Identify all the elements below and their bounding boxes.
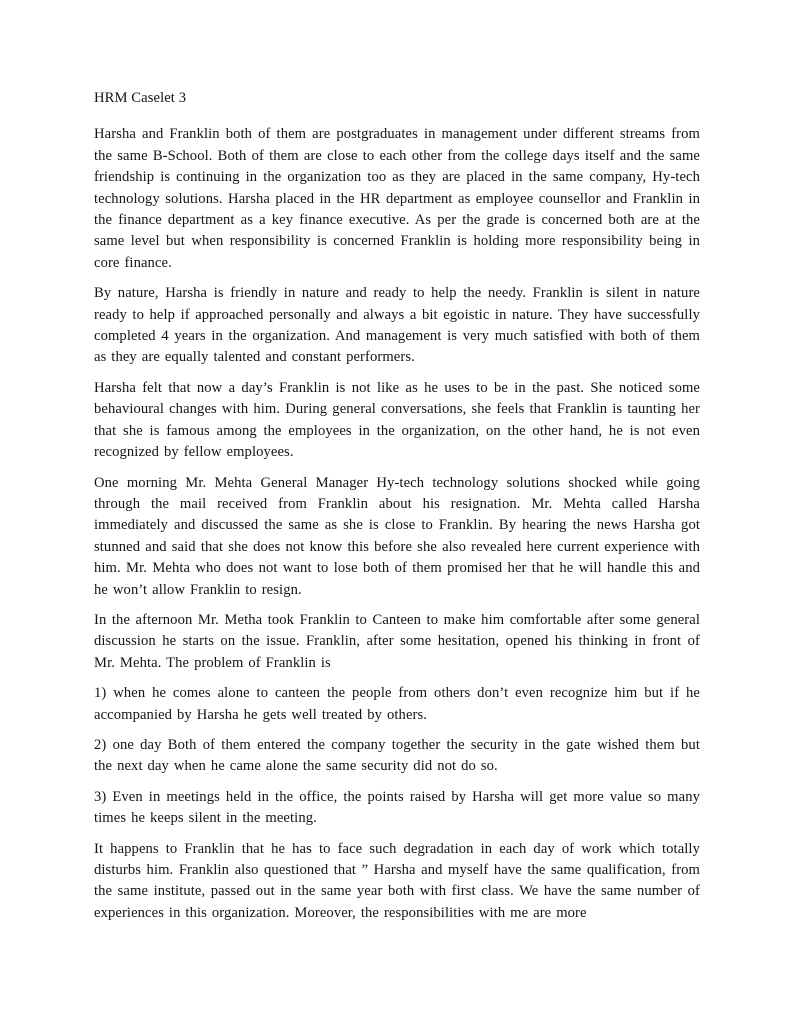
paragraph-3: Harsha felt that now a day’s Franklin is not like as he uses to be in the past. She noticed some behavioural changes with him. During general conversations, she feels that Franklin is taunting her that she is famous among the employees in the organization, on the other hand, he is not even recognized by fellow employees. [94,379,700,461]
document-title: HRM Caselet 3 [94,90,187,106]
paragraph-list-item-1: 1) when he comes alone to canteen the people from others don’t even recognize him but if he accompanied by Harsha he gets well treated by others. [94,685,700,723]
paragraph-2: By nature, Harsha is friendly in nature and ready to help the needy. Franklin is silent in nature ready to help if approached personally and always a bit egoistic in nature. They have successfully completed 4 years in the organization. And management is very much satisfied with both of them as they are equally talented and constant performers. [94,285,700,366]
paragraph-6: It happens to Franklin that he has to face such degradation in each day of work which totally disturbs him. Franklin also questioned that ” Harsha and myself have the same qualification, from the same institute, passed out in the same year both with first class. We have the same number of experiences in this organization. Moreover, the responsibilities with me are more [94,840,700,921]
paragraph-list-item-3: 3) Even in meetings held in the office, the points raised by Harsha will get more value so many times he keeps silent in the meeting. [94,788,700,827]
paragraph-1: Harsha and Franklin both of them are postgraduates in management under different streams from the same B-School. Both of them are close to each other from the college days itself and the same friendship is continuing in the organization too as they are placed in the same company, Hy-tech technology solutions. Harsha placed in the HR department as employee counsellor and Franklin in the finance department as a key finance executive. As per the grade is concerned both are at the same level but when responsibility is concerned Franklin is holding more responsibility being in core finance. [94,126,700,271]
paragraph-4: One morning Mr. Mehta General Manager Hy-tech technology solutions shocked while going through the mail received from Franklin about his resignation. Mr. Mehta called Harsha immediately and discussed the same as she is close to Franklin. By hearing the news Harsha got stunned and said that she does not know this before she also revealed here current experience with him. Mr. Mehta who does not want to lose both of them promised her that he will handle this and he won’t allow Franklin to resign. [94,474,700,598]
paragraph-5: In the afternoon Mr. Metha took Franklin to Canteen to make him comfortable after some general discussion he starts on the issue. Franklin, after some hesitation, opened his thinking in front of Mr. Mehta. The problem of Franklin is [94,611,700,671]
paragraph-list-item-2: 2) one day Both of them entered the company together the security in the gate wished them but the next day when he came alone the same security did not do so. [94,736,700,775]
